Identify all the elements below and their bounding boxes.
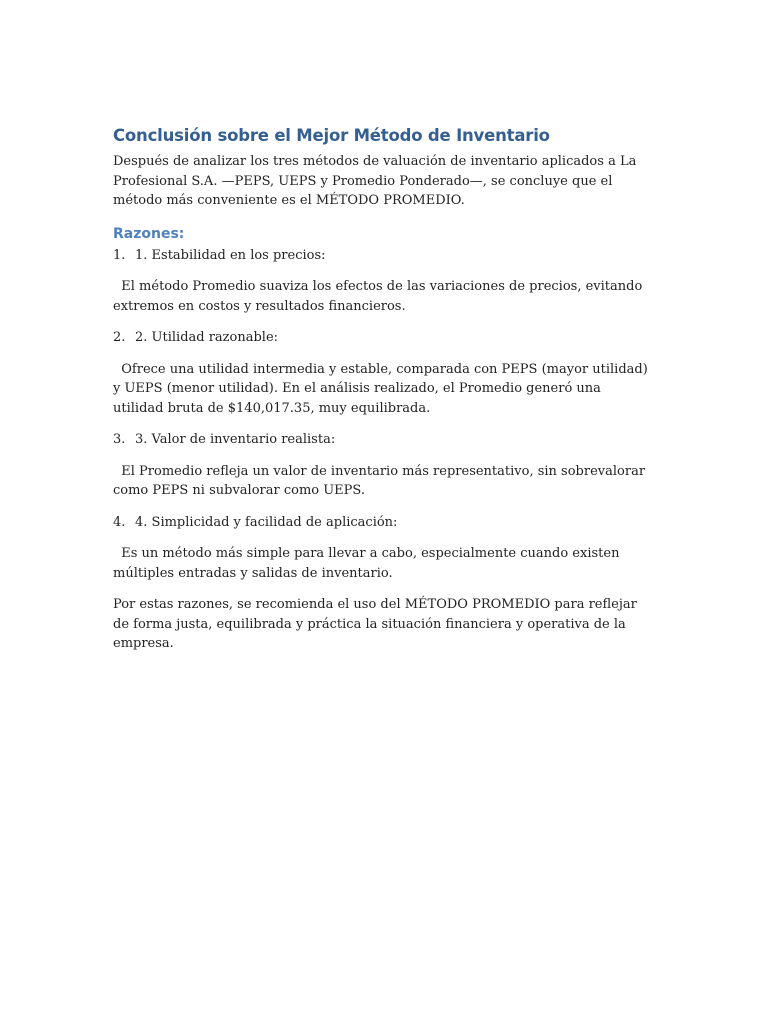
document-content	[113, 124, 653, 654]
reason-number: 2.	[113, 330, 126, 345]
reason-heading-4	[113, 513, 653, 533]
reason-body-4	[113, 544, 653, 583]
reason-heading-text: 2. Utilidad razonable:	[135, 330, 279, 345]
intro-paragraph: Después de analizar los tres métodos de valuación de inventario aplicados a La Profesional S.A. —PEPS, UEPS y Promedio Ponderado—, se concluye que el método más conveniente es el MÉTODO PROMEDIO.	[113, 154, 637, 208]
reason-body-1	[113, 277, 653, 316]
reason-item-3	[113, 430, 653, 501]
reason-number: 1.	[113, 247, 126, 263]
reason-item-2	[113, 328, 653, 418]
reason-body-3	[113, 462, 653, 501]
reason-heading-3	[113, 430, 653, 450]
reason-heading-1	[113, 246, 653, 266]
reason-heading-text: 3. Valor de inventario realista:	[135, 432, 336, 447]
reason-heading-text: 4. Simplicidad y facilidad de aplicación:	[135, 514, 398, 530]
reason-body-2	[113, 360, 653, 419]
conclusion-paragraph: Por estas razones, se recomienda el uso del MÉTODO PROMEDIO para reflejar de forma justa, equilibrada y práctica la situación financiera y operativa de la empresa.	[113, 597, 637, 651]
document-title: Conclusión sobre el Mejor Método de Inventario	[113, 126, 550, 145]
reason-item-1	[113, 246, 653, 317]
reason-heading-2	[113, 328, 653, 348]
reason-number: 3.	[113, 432, 126, 447]
reason-body-text: El método Promedio suaviza los efectos de las variaciones de precios, evitando extremos en costos y resultados financieros.	[113, 279, 643, 314]
reason-body-text: Es un método más simple para llevar a cabo, especialmente cuando existen múltiples entradas y salidas de inventario.	[113, 546, 620, 581]
reason-number: 4.	[113, 514, 126, 530]
reasons-heading: Razones:	[113, 225, 185, 242]
reason-body-text: Ofrece una utilidad intermedia y estable, comparada con PEPS (mayor utilidad) y UEPS (menor utilidad). En el análisis realizado, el Promedio generó una utilidad bruta de $140,017.35, muy equilibrada.	[113, 361, 648, 416]
reason-body-text: El Promedio refleja un valor de inventario más representativo, sin sobrevalorar como PEPS ni subvalorar como UEPS.	[113, 463, 646, 498]
reason-heading-text: 1. Estabilidad en los precios:	[135, 247, 326, 263]
reason-item-4	[113, 513, 653, 584]
